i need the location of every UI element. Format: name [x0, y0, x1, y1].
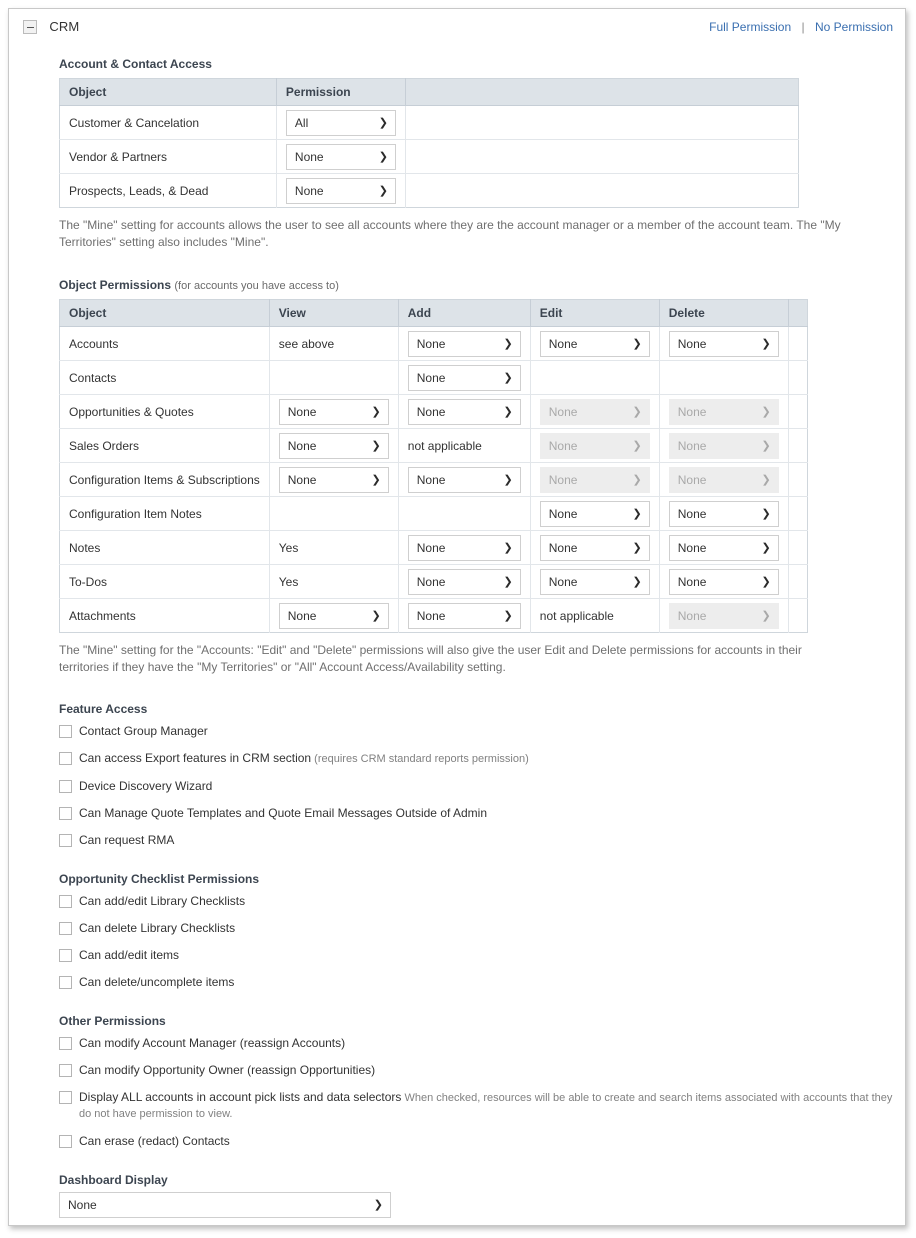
checkbox-feature-access-0[interactable] — [59, 725, 72, 738]
row-object-label: Opportunities & Quotes — [60, 395, 270, 429]
add-cell — [398, 463, 530, 497]
checkbox-feature-access-2[interactable] — [59, 780, 72, 793]
delete-select-value: None — [677, 506, 707, 521]
checkbox-row — [59, 975, 905, 990]
edit-cell — [530, 327, 659, 361]
spacer-cell — [788, 599, 807, 633]
edit-select[interactable] — [540, 501, 650, 527]
table-row — [60, 395, 808, 429]
other-permissions-list — [59, 1036, 905, 1149]
table-row — [60, 140, 799, 174]
delete-select-value: None — [677, 608, 707, 623]
spacer-cell — [788, 565, 807, 599]
edit-cell — [530, 565, 659, 599]
add-select-value: None — [416, 370, 446, 385]
checkbox-label[interactable]: Can access Export features in CRM section (requires CRM standard reports permission) — [79, 751, 529, 765]
chevron-down-icon: ❯ — [371, 609, 381, 622]
spacer-cell — [788, 497, 807, 531]
chevron-down-icon: ❯ — [503, 609, 513, 622]
checkbox-row — [59, 779, 905, 794]
permission-select-value: None — [294, 183, 324, 198]
row-object-label: Sales Orders — [60, 429, 270, 463]
view-select[interactable] — [279, 467, 389, 493]
checkbox-row — [59, 751, 905, 767]
chevron-down-icon: ❯ — [632, 575, 642, 588]
edit-select-value: None — [548, 404, 578, 419]
spacer-cell — [788, 327, 807, 361]
chevron-down-icon: ❯ — [632, 473, 642, 486]
chevron-down-icon: ❯ — [761, 575, 771, 588]
dashboard-display-select[interactable] — [59, 1192, 391, 1218]
checkbox-row — [59, 894, 905, 909]
chevron-down-icon: ❯ — [632, 337, 642, 350]
table-row — [60, 565, 808, 599]
add-select[interactable] — [408, 569, 521, 595]
checkbox-row — [59, 1134, 905, 1149]
checkbox-label[interactable]: Can modify Opportunity Owner (reassign Opportunities) — [79, 1063, 376, 1077]
header-links — [709, 20, 893, 34]
edit-cell — [530, 531, 659, 565]
chevron-down-icon: ❯ — [761, 405, 771, 418]
delete-select-value: None — [677, 540, 707, 555]
permission-select[interactable] — [286, 178, 396, 204]
delete-cell — [659, 395, 788, 429]
checkbox-opportunity-checklist-permissions-2[interactable] — [59, 949, 72, 962]
add-cell — [398, 361, 530, 395]
chevron-down-icon: ❯ — [503, 575, 513, 588]
spacer-cell — [405, 106, 798, 140]
col-object: Object — [60, 79, 277, 106]
delete-select — [669, 603, 779, 629]
opportunity-checklist-block — [59, 872, 905, 990]
delete-select[interactable] — [669, 535, 779, 561]
permission-panel-card — [8, 8, 906, 1226]
row-object-label: Configuration Items & Subscriptions — [60, 463, 270, 497]
edit-not-applicable-text: not applicable — [530, 599, 659, 633]
checkbox-label[interactable]: Contact Group Manager — [79, 724, 208, 738]
chevron-down-icon: ❯ — [371, 473, 381, 486]
page-title: CRM — [49, 19, 80, 35]
spacer-cell — [788, 463, 807, 497]
spacer-cell — [788, 429, 807, 463]
edit-select[interactable] — [540, 331, 650, 357]
chevron-down-icon: ❯ — [761, 439, 771, 452]
col-add: Add — [398, 300, 530, 327]
add-select-value: None — [416, 404, 446, 419]
chevron-down-icon: ❯ — [371, 405, 381, 418]
delete-cell-empty — [659, 361, 788, 395]
col-spacer — [405, 79, 798, 106]
checkbox-label[interactable]: Device Discovery Wizard — [79, 779, 213, 793]
other-permissions-block — [59, 1014, 905, 1149]
row-object-label: Notes — [60, 531, 270, 565]
checkbox-feature-access-1[interactable] — [59, 752, 72, 765]
chevron-down-icon: ❯ — [632, 405, 642, 418]
opportunity-checklist-label: Opportunity Checklist Permissions — [59, 872, 260, 886]
delete-cell — [659, 531, 788, 565]
checkbox-label[interactable]: Can modify Account Manager (reassign Accounts) — [79, 1036, 346, 1050]
checkbox-label[interactable]: Display ALL accounts in account pick lists and data selectors When checked, resources will be able to create and search items associated with accounts that they do not have permission to view. — [79, 1090, 893, 1120]
row-object-label: Configuration Item Notes — [60, 497, 270, 531]
checkbox-label[interactable]: Can add/edit Library Checklists — [79, 894, 246, 908]
add-select-value: None — [416, 472, 446, 487]
delete-select-value: None — [677, 336, 707, 351]
chevron-down-icon: ❯ — [761, 541, 771, 554]
checkbox-hint: (requires CRM standard reports permission) — [311, 753, 529, 765]
view-cell — [269, 463, 398, 497]
permission-cell — [276, 140, 405, 174]
object-permissions-note: The "Mine" setting for the "Accounts: "Edit" and "Delete" permissions will also give the user Edit and Delete permissions for accounts in their territories if they have the "My Territories" or "All" Account Access/Availability setting. — [59, 643, 802, 674]
object-permissions-label-main: Object Permissions — [59, 278, 172, 292]
checkbox-row — [59, 806, 905, 821]
view-select[interactable] — [279, 603, 389, 629]
edit-select-value: None — [548, 574, 578, 589]
dashboard-display-label: Dashboard Display — [59, 1173, 168, 1187]
table-row — [60, 531, 808, 565]
view-select-value: None — [287, 438, 317, 453]
delete-select-value: None — [677, 574, 707, 589]
edit-cell — [530, 429, 659, 463]
add-not-applicable-text: not applicable — [398, 429, 530, 463]
checkbox-other-permissions-1[interactable] — [59, 1064, 72, 1077]
chevron-down-icon: ❯ — [761, 507, 771, 520]
edit-select — [540, 467, 650, 493]
permission-select[interactable] — [286, 144, 396, 170]
checkbox-other-permissions-2[interactable] — [59, 1091, 72, 1104]
add-cell — [398, 599, 530, 633]
add-select[interactable] — [408, 535, 521, 561]
add-select-value: None — [416, 336, 446, 351]
delete-cell — [659, 463, 788, 497]
add-select-value: None — [416, 540, 446, 555]
col-edit: Edit — [530, 300, 659, 327]
col-spacer — [788, 300, 807, 327]
row-object-label: To-Dos — [60, 565, 270, 599]
delete-select-value: None — [677, 472, 707, 487]
add-select-value: None — [416, 574, 446, 589]
view-select-value: None — [287, 608, 317, 623]
checkbox-label[interactable]: Can delete/uncomplete items — [79, 975, 235, 989]
view-cell — [269, 599, 398, 633]
add-cell — [398, 565, 530, 599]
edit-select-value: None — [548, 336, 578, 351]
delete-select[interactable] — [669, 501, 779, 527]
view-not-applicable-text: see above — [269, 327, 398, 361]
other-permissions-label: Other Permissions — [59, 1014, 166, 1028]
edit-cell — [530, 497, 659, 531]
add-cell-empty — [398, 497, 530, 531]
delete-cell — [659, 327, 788, 361]
checkbox-row — [59, 921, 905, 936]
edit-cell-empty — [530, 361, 659, 395]
feature-access-label: Feature Access — [59, 702, 148, 716]
checkbox-hint: When checked, resources will be able to create and search items associated with accounts that they do not have permission to view. — [79, 1092, 893, 1120]
table-header-row — [60, 300, 808, 327]
permission-cell — [276, 174, 405, 208]
table-header-row — [60, 79, 799, 106]
checkbox-row — [59, 833, 905, 848]
section-header — [9, 9, 905, 43]
view-value-text: Yes — [269, 531, 398, 565]
view-select[interactable] — [279, 399, 389, 425]
link-separator: | — [801, 20, 805, 34]
checkbox-row — [59, 724, 905, 739]
chevron-down-icon: ❯ — [761, 609, 771, 622]
permission-select-value: None — [294, 149, 324, 164]
spacer-cell — [788, 361, 807, 395]
row-object-label: Attachments — [60, 599, 270, 633]
object-permissions-body — [60, 327, 808, 633]
col-object: Object — [60, 300, 270, 327]
delete-cell — [659, 429, 788, 463]
account-contact-access-table — [59, 78, 799, 208]
chevron-down-icon: ❯ — [632, 439, 642, 452]
row-object-label: Prospects, Leads, & Dead — [60, 174, 277, 208]
edit-cell — [530, 463, 659, 497]
object-permissions-table — [59, 299, 808, 633]
edit-select[interactable] — [540, 535, 650, 561]
delete-select[interactable] — [669, 569, 779, 595]
minus-box-icon[interactable] — [23, 20, 37, 34]
checkbox-label[interactable]: Can Manage Quote Templates and Quote Email Messages Outside of Admin — [79, 806, 488, 820]
chevron-down-icon: ❯ — [503, 473, 513, 486]
delete-cell — [659, 565, 788, 599]
checkbox-label[interactable]: Can delete Library Checklists — [79, 921, 236, 935]
edit-select — [540, 399, 650, 425]
permission-cell — [276, 106, 405, 140]
table-row — [60, 174, 799, 208]
table-row — [60, 361, 808, 395]
chevron-down-icon: ❯ — [632, 507, 642, 520]
view-cell-empty — [269, 497, 398, 531]
row-object-label: Contacts — [60, 361, 270, 395]
checkbox-row — [59, 948, 905, 963]
edit-select[interactable] — [540, 569, 650, 595]
edit-cell — [530, 395, 659, 429]
row-object-label: Customer & Cancelation — [60, 106, 277, 140]
chevron-down-icon: ❯ — [761, 337, 771, 350]
object-permissions-label — [59, 278, 905, 292]
permission-select-value: All — [294, 115, 309, 130]
row-object-label: Vendor & Partners — [60, 140, 277, 174]
checkbox-feature-access-4[interactable] — [59, 834, 72, 847]
delete-select — [669, 467, 779, 493]
table-row — [60, 599, 808, 633]
delete-select-value: None — [677, 404, 707, 419]
spacer-cell — [788, 395, 807, 429]
table-row — [60, 327, 808, 361]
table-row — [60, 497, 808, 531]
delete-select — [669, 399, 779, 425]
checkbox-label[interactable]: Can erase (redact) Contacts — [79, 1134, 230, 1148]
add-cell — [398, 327, 530, 361]
view-cell-empty — [269, 361, 398, 395]
view-value-text: Yes — [269, 565, 398, 599]
chevron-down-icon: ❯ — [503, 541, 513, 554]
spacer-cell — [405, 174, 798, 208]
add-select[interactable] — [408, 603, 521, 629]
full-permission-link[interactable]: Full Permission — [709, 20, 792, 34]
add-select[interactable] — [408, 399, 521, 425]
chevron-down-icon: ❯ — [503, 405, 513, 418]
table-row — [60, 429, 808, 463]
delete-cell — [659, 497, 788, 531]
delete-cell — [659, 599, 788, 633]
checkbox-other-permissions-0[interactable] — [59, 1037, 72, 1050]
view-select-value: None — [287, 404, 317, 419]
view-cell — [269, 429, 398, 463]
add-select[interactable] — [408, 331, 521, 357]
table-row — [60, 106, 799, 140]
chevron-down-icon: ❯ — [632, 541, 642, 554]
chevron-down-icon: ❯ — [761, 473, 771, 486]
edit-select-value: None — [548, 506, 578, 521]
edit-select-value: None — [548, 438, 578, 453]
checkbox-label[interactable]: Can add/edit items — [79, 948, 180, 962]
no-permission-link[interactable]: No Permission — [814, 20, 893, 34]
view-cell — [269, 395, 398, 429]
checkbox-opportunity-checklist-permissions-0[interactable] — [59, 895, 72, 908]
chevron-down-icon: ❯ — [503, 371, 513, 384]
opportunity-checklist-list — [59, 894, 905, 990]
checkbox-other-permissions-3[interactable] — [59, 1135, 72, 1148]
chevron-down-icon: ❯ — [373, 1199, 383, 1211]
chevron-down-icon: ❯ — [371, 439, 381, 452]
add-select[interactable] — [408, 365, 521, 391]
view-select[interactable] — [279, 433, 389, 459]
spacer-cell — [405, 140, 798, 174]
col-permission: Permission — [276, 79, 405, 106]
feature-access-block — [59, 702, 905, 848]
checkbox-opportunity-checklist-permissions-1[interactable] — [59, 922, 72, 935]
dashboard-display-block — [59, 1173, 905, 1218]
delete-select-value: None — [677, 438, 707, 453]
permission-select[interactable] — [286, 110, 396, 136]
checkbox-row — [59, 1063, 905, 1078]
chevron-down-icon: ❯ — [378, 116, 388, 129]
add-select[interactable] — [408, 467, 521, 493]
chevron-down-icon: ❯ — [503, 337, 513, 350]
edit-select-value: None — [548, 540, 578, 555]
account-contact-access-label: Account & Contact Access — [59, 57, 212, 71]
col-view: View — [269, 300, 398, 327]
feature-access-list — [59, 724, 905, 848]
dashboard-display-value: None — [68, 1198, 97, 1212]
table-row — [60, 463, 808, 497]
row-object-label: Accounts — [60, 327, 270, 361]
checkbox-opportunity-checklist-permissions-3[interactable] — [59, 976, 72, 989]
chevron-down-icon: ❯ — [378, 184, 388, 197]
checkbox-row — [59, 1090, 905, 1122]
col-delete: Delete — [659, 300, 788, 327]
add-cell — [398, 395, 530, 429]
chevron-down-icon: ❯ — [378, 150, 388, 163]
add-cell — [398, 531, 530, 565]
view-select-value: None — [287, 472, 317, 487]
object-permissions-label-sub: (for accounts you have access to) — [174, 280, 339, 292]
spacer-cell — [788, 531, 807, 565]
checkbox-row — [59, 1036, 905, 1051]
checkbox-feature-access-3[interactable] — [59, 807, 72, 820]
account-access-note: The "Mine" setting for accounts allows the user to see all accounts where they are the account manager or a member of the account team. The "My Territories" setting also includes "Mine". — [59, 218, 841, 249]
edit-select — [540, 433, 650, 459]
delete-select — [669, 433, 779, 459]
panel-body — [9, 57, 905, 1218]
checkbox-label[interactable]: Can request RMA — [79, 833, 175, 847]
edit-select-value: None — [548, 472, 578, 487]
add-select-value: None — [416, 608, 446, 623]
delete-select[interactable] — [669, 331, 779, 357]
